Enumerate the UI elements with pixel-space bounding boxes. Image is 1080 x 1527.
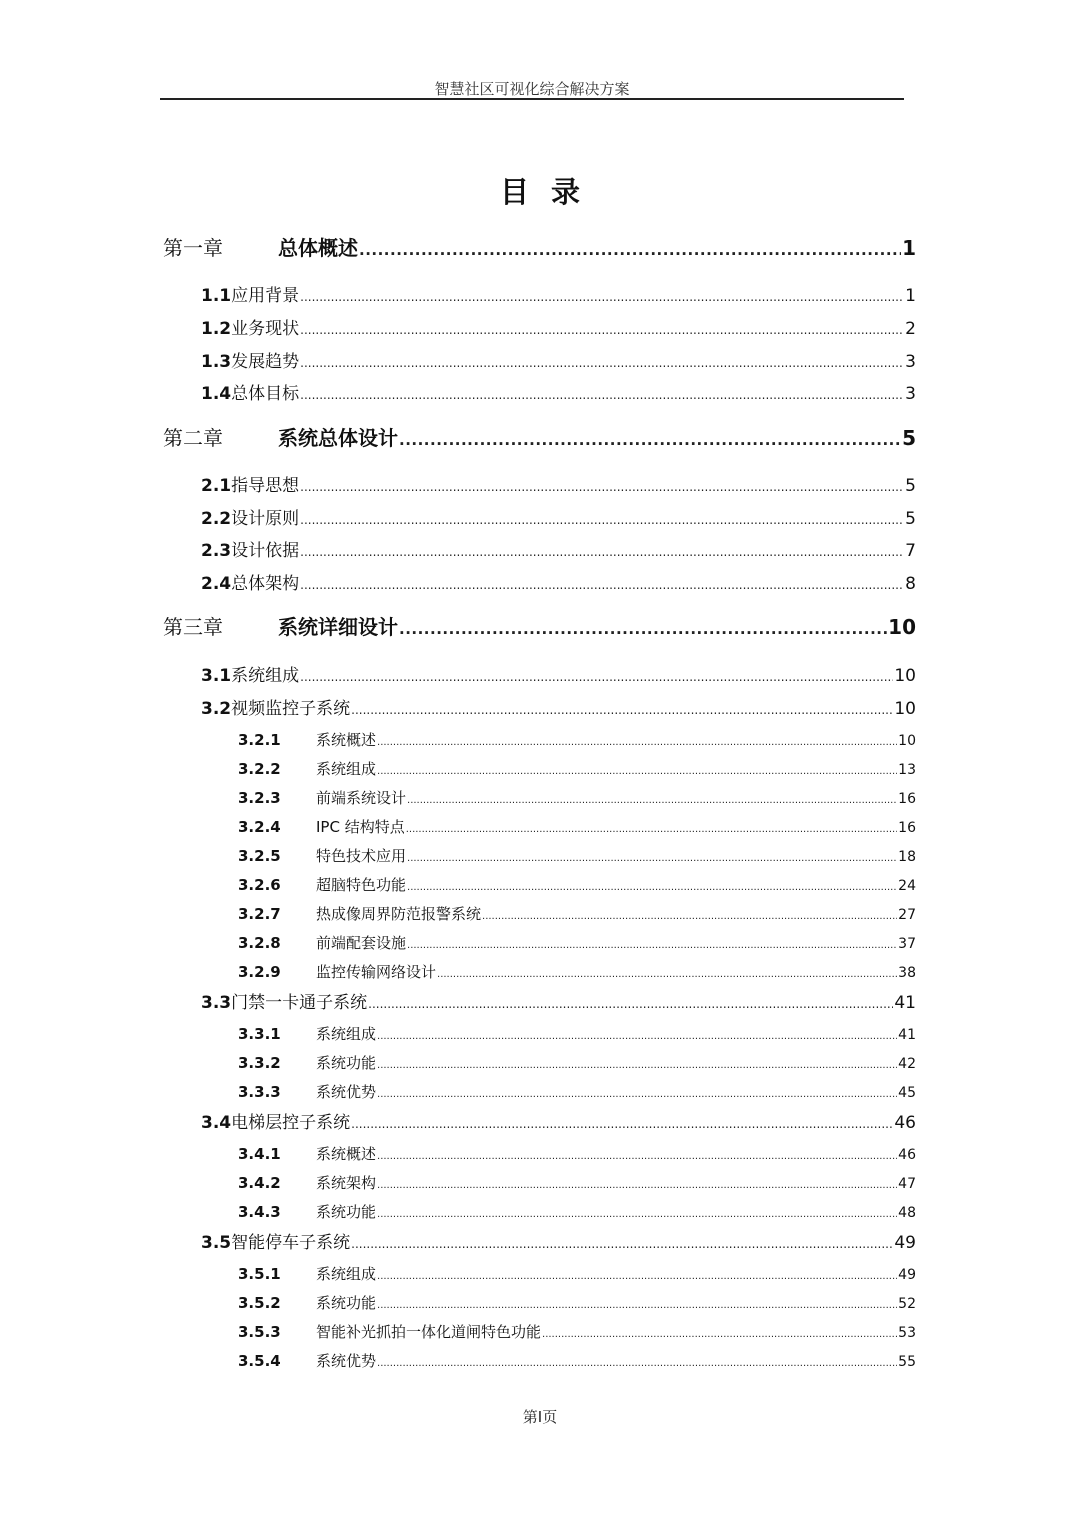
toc-leader-dots bbox=[437, 966, 897, 984]
toc-entry-title: 系统功能 bbox=[316, 1054, 377, 1072]
toc-leader-dots bbox=[542, 1326, 897, 1344]
toc-entry-number: 3.2.8 bbox=[238, 934, 281, 952]
toc-leader-dots bbox=[351, 1114, 893, 1134]
toc-leader-dots bbox=[377, 1297, 897, 1315]
toc-chapter-label: 第三章 bbox=[163, 615, 223, 639]
running-header: 智慧社区可视化综合解决方案 bbox=[434, 80, 630, 98]
toc-subsection[interactable] bbox=[0, 818, 1080, 839]
toc-section[interactable] bbox=[0, 509, 1080, 530]
toc-page-number: 52 bbox=[898, 1296, 916, 1312]
toc-entry-title: 系统概述 bbox=[316, 731, 377, 749]
toc-entry-number: 3.3 bbox=[201, 993, 232, 1013]
toc-entry-title: 视频监控子系统 bbox=[231, 699, 351, 719]
toc-entry-number: 3.4.2 bbox=[238, 1174, 281, 1192]
toc-page-number: 45 bbox=[898, 1085, 916, 1101]
toc-entry-number: 3.2.5 bbox=[238, 847, 281, 865]
toc-section[interactable] bbox=[0, 1113, 1080, 1134]
toc-entry-title: 系统功能 bbox=[316, 1203, 377, 1221]
toc-entry-title: 设计依据 bbox=[231, 541, 300, 561]
toc-entry-number: 3.3.3 bbox=[238, 1083, 281, 1101]
toc-entry-number: 3.4.1 bbox=[238, 1145, 281, 1163]
toc-entry-title: 系统优势 bbox=[316, 1083, 377, 1101]
page-number: 第I页 bbox=[522, 1408, 558, 1426]
toc-subsection[interactable] bbox=[0, 789, 1080, 810]
toc-leader-dots bbox=[377, 1177, 897, 1195]
toc-entry-number: 3.4.3 bbox=[238, 1203, 281, 1221]
toc-page-number: 27 bbox=[898, 907, 916, 923]
toc-leader-dots bbox=[300, 353, 904, 373]
toc-leader-dots bbox=[482, 908, 897, 926]
toc-subsection[interactable] bbox=[0, 847, 1080, 868]
toc-entry-number: 3.2.6 bbox=[238, 876, 281, 894]
toc-page-number: 10 bbox=[888, 615, 916, 639]
toc-leader-dots bbox=[407, 850, 897, 868]
toc-leader-dots bbox=[399, 617, 887, 641]
toc-subsection[interactable] bbox=[0, 731, 1080, 752]
toc-leader-dots bbox=[300, 667, 893, 687]
toc-page-number: 5 bbox=[905, 509, 916, 529]
toc-leader-dots bbox=[407, 792, 897, 810]
toc-entry-title: 总体概述 bbox=[278, 236, 358, 260]
toc-section[interactable] bbox=[0, 476, 1080, 497]
toc-section[interactable] bbox=[0, 993, 1080, 1014]
toc-leader-dots bbox=[351, 700, 893, 720]
toc-page-number: 47 bbox=[898, 1176, 916, 1192]
toc-entry-title: 业务现状 bbox=[231, 319, 300, 339]
toc-leader-dots bbox=[368, 994, 893, 1014]
toc-subsection[interactable] bbox=[0, 1294, 1080, 1315]
toc-page-number: 41 bbox=[898, 1027, 916, 1043]
toc-entry-title: 系统组成 bbox=[316, 760, 377, 778]
toc-entry-number: 3.5.2 bbox=[238, 1294, 281, 1312]
toc-leader-dots bbox=[377, 1148, 897, 1166]
toc-entry-title: 系统组成 bbox=[316, 1265, 377, 1283]
toc-section[interactable] bbox=[0, 352, 1080, 373]
toc-subsection[interactable] bbox=[0, 963, 1080, 984]
toc-chapter[interactable] bbox=[0, 615, 1080, 641]
toc-leader-dots bbox=[406, 821, 897, 839]
toc-entry-number: 3.2.4 bbox=[238, 818, 281, 836]
toc-subsection[interactable] bbox=[0, 1352, 1080, 1373]
toc-leader-dots bbox=[377, 1086, 897, 1104]
toc-page-number: 49 bbox=[894, 1233, 916, 1253]
toc-entry-number: 2.3 bbox=[201, 541, 232, 561]
toc-subsection[interactable] bbox=[0, 760, 1080, 781]
toc-page-number: 3 bbox=[905, 384, 916, 404]
toc-page-number: 38 bbox=[898, 965, 916, 981]
toc-chapter[interactable] bbox=[0, 236, 1080, 262]
toc-section[interactable] bbox=[0, 286, 1080, 307]
toc-leader-dots bbox=[300, 385, 904, 405]
toc-subsection[interactable] bbox=[0, 1174, 1080, 1195]
toc-leader-dots bbox=[377, 1206, 897, 1224]
toc-subsection[interactable] bbox=[0, 905, 1080, 926]
toc-page-number: 49 bbox=[898, 1267, 916, 1283]
toc-page-number: 46 bbox=[894, 1113, 916, 1133]
toc-page-number: 18 bbox=[898, 849, 916, 865]
toc-subsection[interactable] bbox=[0, 1083, 1080, 1104]
toc-page-number: 55 bbox=[898, 1354, 916, 1370]
toc-entry-number: 3.2.7 bbox=[238, 905, 281, 923]
toc-entry-title: 指导思想 bbox=[231, 476, 300, 496]
toc-leader-dots bbox=[377, 763, 897, 781]
toc-leader-dots bbox=[359, 238, 901, 262]
toc-page-number: 10 bbox=[894, 666, 916, 686]
toc-page-number: 5 bbox=[905, 476, 916, 496]
toc-leader-dots bbox=[377, 1057, 897, 1075]
toc-subsection[interactable] bbox=[0, 1203, 1080, 1224]
toc-page-number: 13 bbox=[898, 762, 916, 778]
toc-page-number: 41 bbox=[894, 993, 916, 1013]
toc-leader-dots bbox=[300, 477, 904, 497]
toc-entry-title: 电梯层控子系统 bbox=[231, 1113, 351, 1133]
toc-leader-dots bbox=[300, 320, 904, 340]
toc-entry-number: 3.1 bbox=[201, 666, 232, 686]
toc-entry-title: 系统详细设计 bbox=[278, 615, 398, 639]
toc-page-number: 10 bbox=[894, 699, 916, 719]
toc-page-number: 16 bbox=[898, 791, 916, 807]
toc-leader-dots bbox=[377, 1268, 897, 1286]
toc-chapter[interactable] bbox=[0, 426, 1080, 452]
toc-leader-dots bbox=[399, 428, 901, 452]
toc-leader-dots bbox=[377, 734, 897, 752]
toc-entry-number: 1.3 bbox=[201, 352, 232, 372]
toc-leader-dots bbox=[300, 575, 904, 595]
toc-entry-number: 2.1 bbox=[201, 476, 232, 496]
toc-subsection[interactable] bbox=[0, 1145, 1080, 1166]
toc-page-number: 37 bbox=[898, 936, 916, 952]
toc-title: 目录 bbox=[499, 175, 602, 209]
toc-subsection[interactable] bbox=[0, 1054, 1080, 1075]
toc-entry-number: 3.5.3 bbox=[238, 1323, 281, 1341]
toc-subsection[interactable] bbox=[0, 1025, 1080, 1046]
toc-section[interactable] bbox=[0, 699, 1080, 720]
toc-entry-number: 3.3.2 bbox=[238, 1054, 281, 1072]
toc-leader-dots bbox=[351, 1234, 893, 1254]
toc-page-number: 7 bbox=[905, 541, 916, 561]
toc-page-number: 1 bbox=[905, 286, 916, 306]
toc-page-number: 8 bbox=[905, 574, 916, 594]
toc-leader-dots bbox=[377, 1028, 897, 1046]
toc-entry-title: 门禁一卡通子系统 bbox=[231, 993, 368, 1013]
toc-entry-title: 应用背景 bbox=[231, 286, 300, 306]
toc-subsection[interactable] bbox=[0, 1265, 1080, 1286]
toc-section[interactable] bbox=[0, 384, 1080, 405]
toc-section[interactable] bbox=[0, 319, 1080, 340]
toc-entry-title: 系统优势 bbox=[316, 1352, 377, 1370]
toc-entry-title: IPC 结构特点 bbox=[316, 818, 405, 836]
toc-section[interactable] bbox=[0, 666, 1080, 687]
toc-entry-title: 系统组成 bbox=[231, 666, 300, 686]
toc-subsection[interactable] bbox=[0, 934, 1080, 955]
toc-page-number: 24 bbox=[898, 878, 916, 894]
toc-chapter-label: 第一章 bbox=[163, 236, 223, 260]
toc-entry-title: 前端系统设计 bbox=[316, 789, 407, 807]
toc-page-number: 5 bbox=[902, 426, 916, 450]
toc-leader-dots bbox=[300, 287, 904, 307]
toc-entry-title: 监控传输网络设计 bbox=[316, 963, 437, 981]
toc-entry-number: 3.2.1 bbox=[238, 731, 281, 749]
toc-entry-title: 系统功能 bbox=[316, 1294, 377, 1312]
toc-leader-dots bbox=[300, 510, 904, 530]
toc-entry-number: 3.5 bbox=[201, 1233, 232, 1253]
toc-page-number: 42 bbox=[898, 1056, 916, 1072]
toc-entry-title: 超脑特色功能 bbox=[316, 876, 407, 894]
toc-page-number: 16 bbox=[898, 820, 916, 836]
toc-chapter-label: 第二章 bbox=[163, 426, 223, 450]
toc-entry-title: 系统总体设计 bbox=[278, 426, 398, 450]
header-divider bbox=[160, 98, 904, 100]
toc-entry-number: 3.2.9 bbox=[238, 963, 281, 981]
toc-leader-dots bbox=[407, 879, 897, 897]
toc-entry-number: 1.2 bbox=[201, 319, 232, 339]
toc-page-number: 2 bbox=[905, 319, 916, 339]
toc-entry-title: 系统组成 bbox=[316, 1025, 377, 1043]
toc-entry-number: 2.4 bbox=[201, 574, 232, 594]
toc-leader-dots bbox=[407, 937, 897, 955]
toc-entry-title: 热成像周界防范报警系统 bbox=[316, 905, 482, 923]
toc-page-number: 48 bbox=[898, 1205, 916, 1221]
toc-entry-title: 系统概述 bbox=[316, 1145, 377, 1163]
toc-leader-dots bbox=[300, 542, 904, 562]
toc-page-number: 3 bbox=[905, 352, 916, 372]
toc-subsection[interactable] bbox=[0, 876, 1080, 897]
toc-section[interactable] bbox=[0, 1233, 1080, 1254]
toc-leader-dots bbox=[377, 1355, 897, 1373]
toc-entry-number: 3.4 bbox=[201, 1113, 232, 1133]
toc-entry-title: 智能停车子系统 bbox=[231, 1233, 351, 1253]
toc-entry-title: 系统架构 bbox=[316, 1174, 377, 1192]
toc-section[interactable] bbox=[0, 574, 1080, 595]
toc-entry-number: 3.2.3 bbox=[238, 789, 281, 807]
toc-section[interactable] bbox=[0, 541, 1080, 562]
toc-entry-number: 3.5.4 bbox=[238, 1352, 281, 1370]
toc-page-number: 46 bbox=[898, 1147, 916, 1163]
toc-entry-title: 发展趋势 bbox=[231, 352, 300, 372]
toc-page-number: 10 bbox=[898, 733, 916, 749]
toc-subsection[interactable] bbox=[0, 1323, 1080, 1344]
toc-entry-title: 特色技术应用 bbox=[316, 847, 407, 865]
toc-entry-number: 3.2.2 bbox=[238, 760, 281, 778]
toc-entry-title: 总体架构 bbox=[231, 574, 300, 594]
toc-entry-title: 设计原则 bbox=[231, 509, 300, 529]
toc-entry-number: 3.2 bbox=[201, 699, 232, 719]
toc-page-number: 1 bbox=[902, 236, 916, 260]
toc-entry-title: 总体目标 bbox=[231, 384, 300, 404]
toc-entry-title: 智能补光抓拍一体化道闸特色功能 bbox=[316, 1323, 542, 1341]
toc-entry-number: 2.2 bbox=[201, 509, 232, 529]
toc-page-number: 53 bbox=[898, 1325, 916, 1341]
toc-entry-number: 1.1 bbox=[201, 286, 232, 306]
toc-entry-number: 3.5.1 bbox=[238, 1265, 281, 1283]
toc-entry-number: 1.4 bbox=[201, 384, 232, 404]
toc-entry-title: 前端配套设施 bbox=[316, 934, 407, 952]
toc-entry-number: 3.3.1 bbox=[238, 1025, 281, 1043]
